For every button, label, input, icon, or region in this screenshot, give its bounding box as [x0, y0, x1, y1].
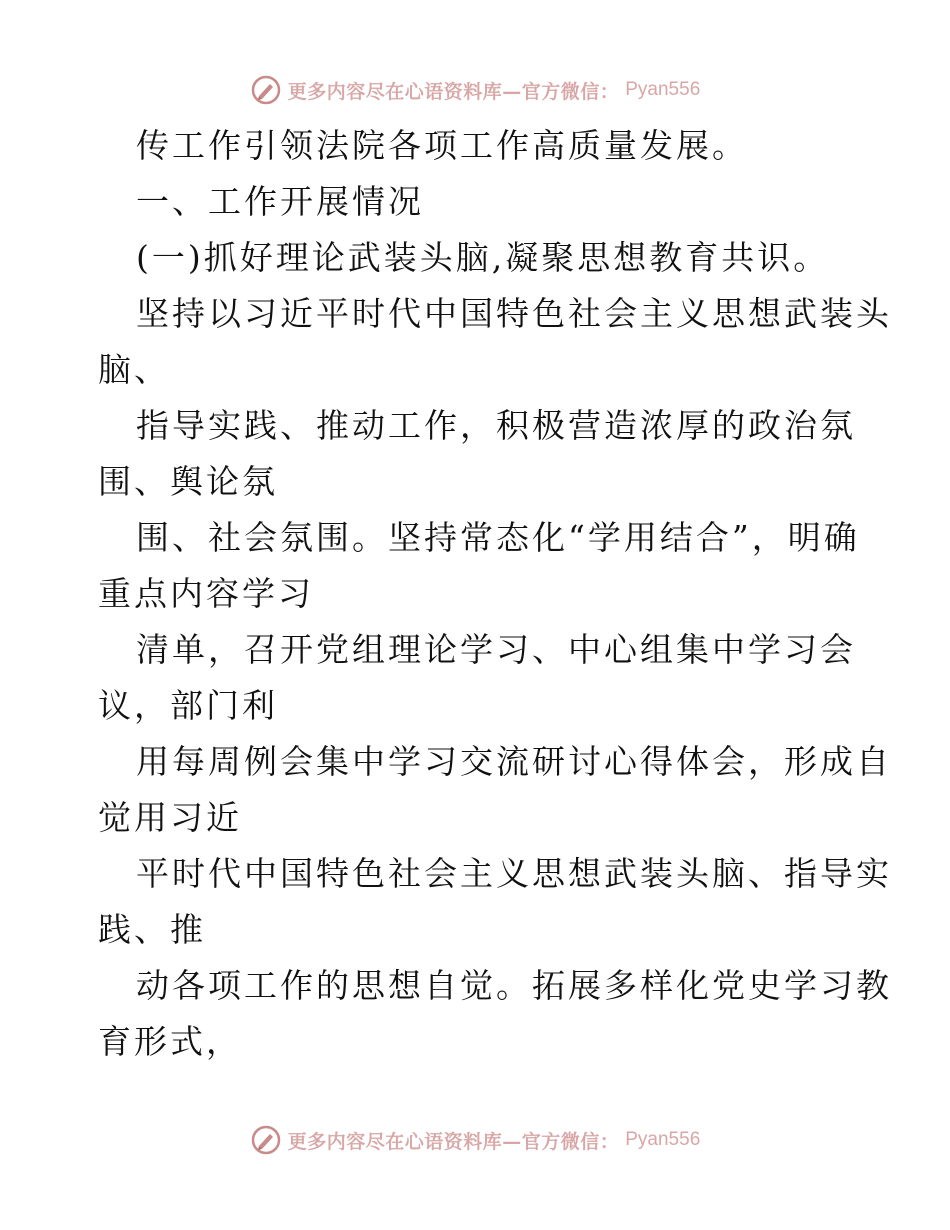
text-line: 围、舆论氛: [98, 462, 278, 501]
watermark-text: 更多内容尽在心语资料库—官方微信：: [287, 80, 620, 103]
watermark-text: 更多内容尽在心语资料库—官方微信：: [287, 1130, 620, 1153]
text-line: 践、推: [98, 910, 206, 949]
section-heading: 一、工作开展情况: [136, 182, 424, 221]
text-line: 觉用习近: [98, 798, 242, 837]
text-line: 清单，召开党组理论学习、中心组集中学习会: [136, 630, 856, 669]
watermark-wechat-id: Pyan556: [625, 79, 701, 100]
subsection-heading: (一)抓好理论武装头脑,凝聚思想教育共识。: [136, 238, 830, 277]
text-line: 重点内容学习: [98, 574, 314, 613]
text-line: 平时代中国特色社会主义思想武装头脑、指导实: [136, 854, 892, 893]
text-line: 传工作引领法院各项工作高质量发展。: [136, 126, 748, 165]
text-line: 坚持以习近平时代中国特色社会主义思想武装头: [136, 294, 892, 333]
text-line: 议，部门利: [98, 686, 278, 725]
text-line: 用每周例会集中学习交流研讨心得体会，形成自: [136, 742, 892, 781]
pen-logo-icon: [250, 74, 282, 106]
document-body: [98, 118, 892, 1070]
text-line: 脑、: [98, 350, 170, 389]
pen-logo-icon: [250, 1124, 282, 1156]
text-line: 动各项工作的思想自觉。拓展多样化党史学习教: [136, 966, 892, 1005]
text-line: 育形式，: [98, 1022, 242, 1061]
footer-watermark: [0, 1120, 950, 1160]
text-line: 指导实践、推动工作，积极营造浓厚的政治氛: [136, 406, 856, 445]
header-watermark: [0, 70, 950, 110]
watermark-wechat-id: Pyan556: [625, 1129, 701, 1150]
text-line: 围、社会氛围。坚持常态化“学用结合”，明确: [136, 518, 860, 557]
